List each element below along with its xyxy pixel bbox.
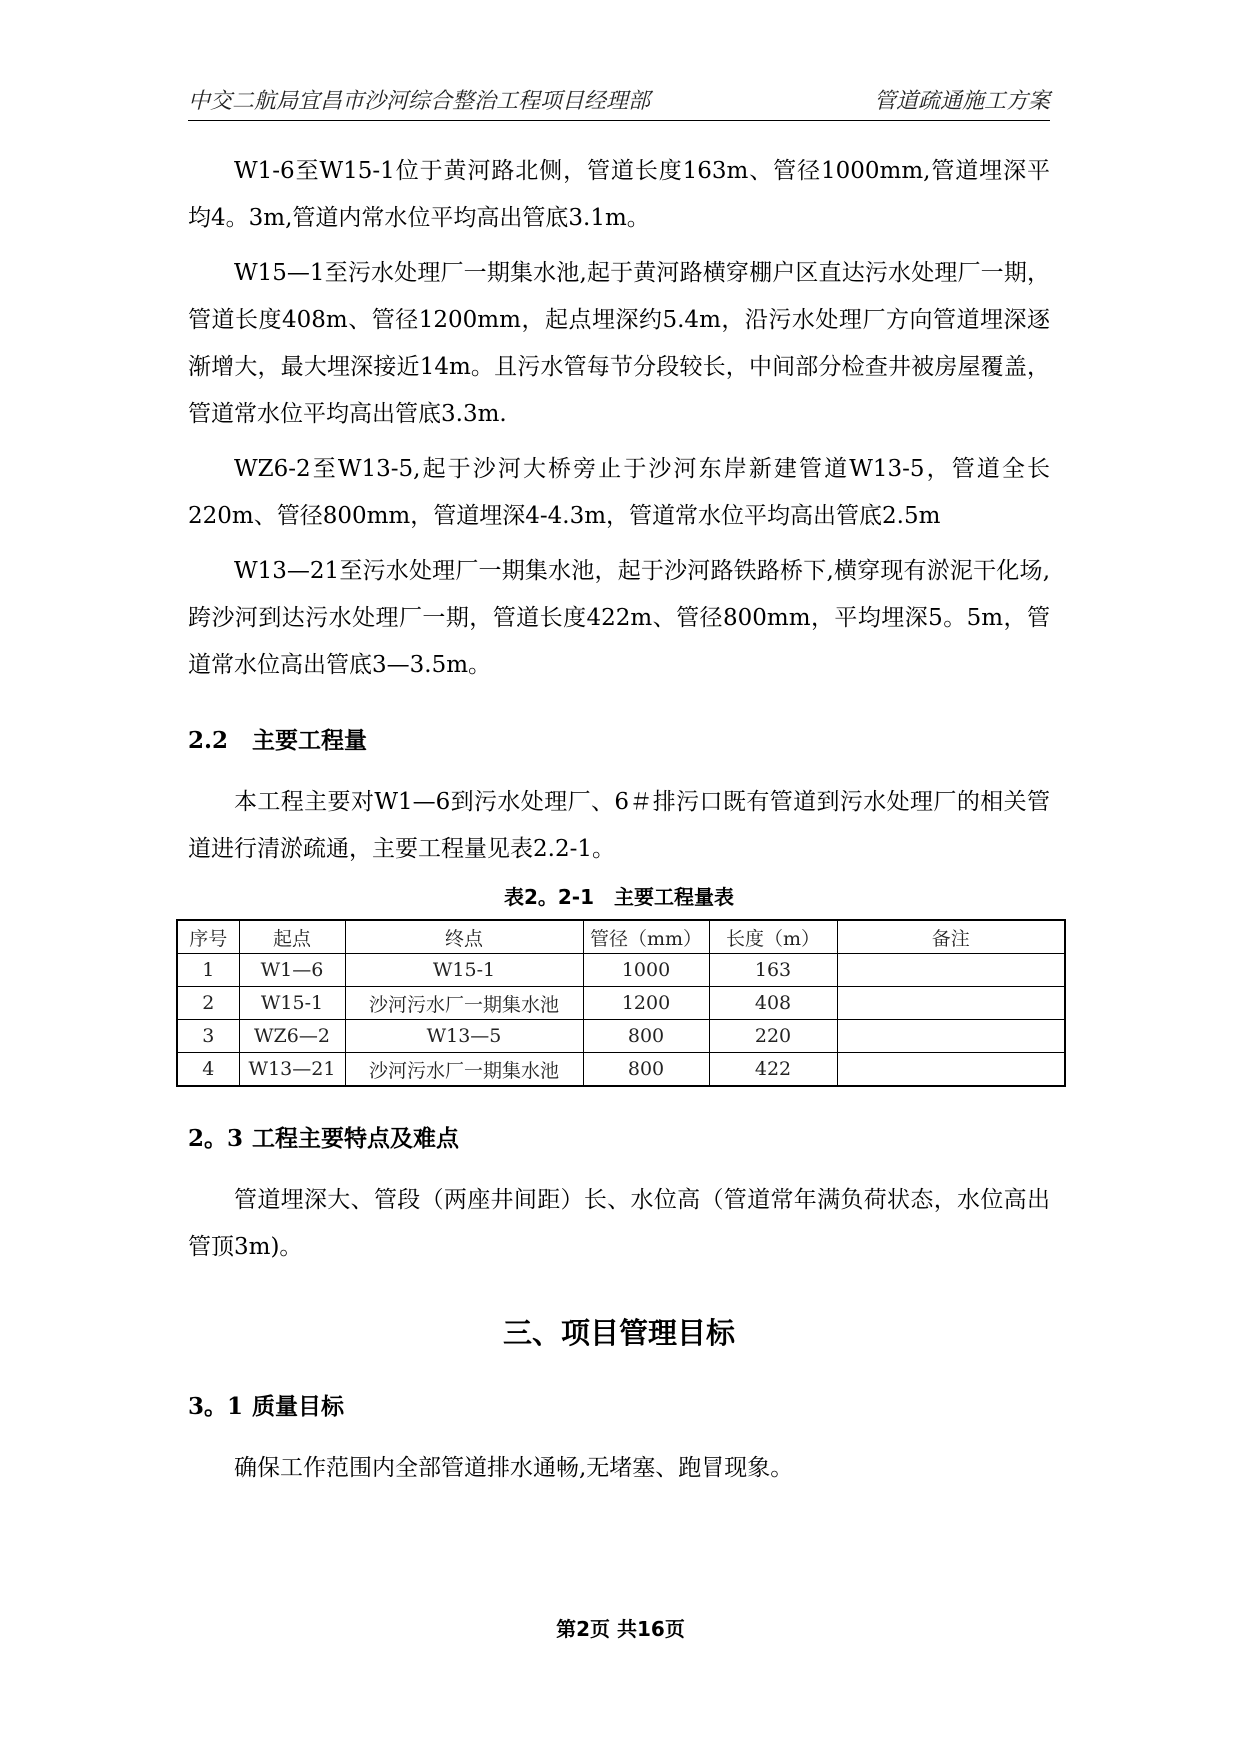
page-content [188, 148, 1050, 1500]
table-cell: W1—6 [239, 954, 345, 987]
table-cell [837, 954, 1065, 987]
table-cell: 沙河污水厂一期集水池 [345, 987, 583, 1020]
table-header-row [177, 920, 1065, 954]
table-cell: WZ6—2 [239, 1020, 345, 1053]
table-cell: 408 [709, 987, 837, 1020]
table-row [177, 954, 1065, 987]
section-number: 3。1 [188, 1393, 244, 1420]
table-cell [837, 1053, 1065, 1087]
table-cell: W15-1 [345, 954, 583, 987]
table-header-cell: 终点 [345, 920, 583, 954]
table-cell: 422 [709, 1053, 837, 1087]
table-cell: 4 [177, 1053, 239, 1087]
table-header-cell: 长度（m） [709, 920, 837, 954]
header-document-title: 管道疏通施工方案 [873, 89, 1050, 114]
section-title: 质量目标 [252, 1394, 345, 1420]
section-title: 主要工程量 [252, 728, 368, 754]
section-title: 工程主要特点及难点 [252, 1126, 460, 1152]
table-cell: 1000 [583, 954, 709, 987]
table-caption: 表2。2-1 主要工程量表 [503, 885, 735, 909]
table-cell: 1 [177, 954, 239, 987]
table-header-cell: 序号 [177, 920, 239, 954]
paragraph-w15-1: W15—1至污水处理厂一期集水池,起于黄河路横穿棚户区直达污水处理厂一期，管道长度408m、管径1200mm，起点埋深约5.4m，沿污水处理厂方向管道埋深逐渐增大，最大埋深接近14m。且污水管每节分段较长，中间部分检查井被房屋覆盖，管道常水位平均高出管底3.3m. [188, 260, 1050, 427]
chapter-heading-3: 三、项目管理目标 [502, 1316, 735, 1350]
table-header-cell: 备注 [837, 920, 1065, 954]
header-organization: 中交二航局宜昌市沙河综合整治工程项目经理部 [188, 89, 651, 114]
table-cell: 220 [709, 1020, 837, 1053]
paragraph-w13-21: W13—21至污水处理厂一期集水池，起于沙河路铁路桥下,横穿现有淤泥干化场,跨沙河到达污水处理厂一期，管道长度422m、管径800mm，平均埋深5。5m，管道常水位高出管底3—3.5m。 [188, 558, 1050, 678]
table-header-cell: 起点 [239, 920, 345, 954]
paragraph-features: 管道埋深大、管段（两座井间距）长、水位高（管道常年满负荷状态，水位高出管顶3m)。 [188, 1187, 1050, 1260]
table-row [177, 1020, 1065, 1053]
paragraph-quality-target: 确保工作范围内全部管道排水通畅,无堵塞、跑冒现象。 [234, 1455, 794, 1481]
table-cell [837, 987, 1065, 1020]
table-row [177, 1053, 1065, 1087]
section-number: 2.2 [188, 727, 229, 754]
page-number: 第2页 共16页 [556, 1617, 685, 1641]
table-cell: 800 [583, 1053, 709, 1087]
paragraph-wz6-2: WZ6-2至W13-5,起于沙河大桥旁止于沙河东岸新建管道W13-5，管道全长220m、管径800mm，管道埋深4-4.3m，管道常水位平均高出管底2.5m [188, 456, 1050, 529]
section-number: 2。3 [188, 1125, 244, 1152]
table-cell [837, 1020, 1065, 1053]
table-cell: 800 [583, 1020, 709, 1053]
table-cell: 1200 [583, 987, 709, 1020]
table-row [177, 987, 1065, 1020]
section-heading-2-3 [188, 1119, 1050, 1159]
table-cell: W13—21 [239, 1053, 345, 1087]
page-header [188, 88, 1050, 121]
table-cell: 3 [177, 1020, 239, 1053]
table-cell: W15-1 [239, 987, 345, 1020]
quantities-table [176, 919, 1066, 1087]
section-heading-3-1 [188, 1387, 1050, 1427]
table-cell: 沙河污水厂一期集水池 [345, 1053, 583, 1087]
table-cell: 2 [177, 987, 239, 1020]
paragraph-main-quantities: 本工程主要对W1—6到污水处理厂、6＃排污口既有管道到污水处理厂的相关管道进行清淤疏通，主要工程量见表2.2-1。 [188, 789, 1050, 862]
table-cell: W13—5 [345, 1020, 583, 1053]
paragraph-w1-6: W1-6至W15-1位于黄河路北侧，管道长度163m、管径1000mm,管道埋深平均4。3m,管道内常水位平均高出管底3.1m。 [188, 158, 1050, 231]
table-header-cell: 管径（mm） [583, 920, 709, 954]
section-heading-2-2 [188, 721, 1050, 761]
table-cell: 163 [709, 954, 837, 987]
